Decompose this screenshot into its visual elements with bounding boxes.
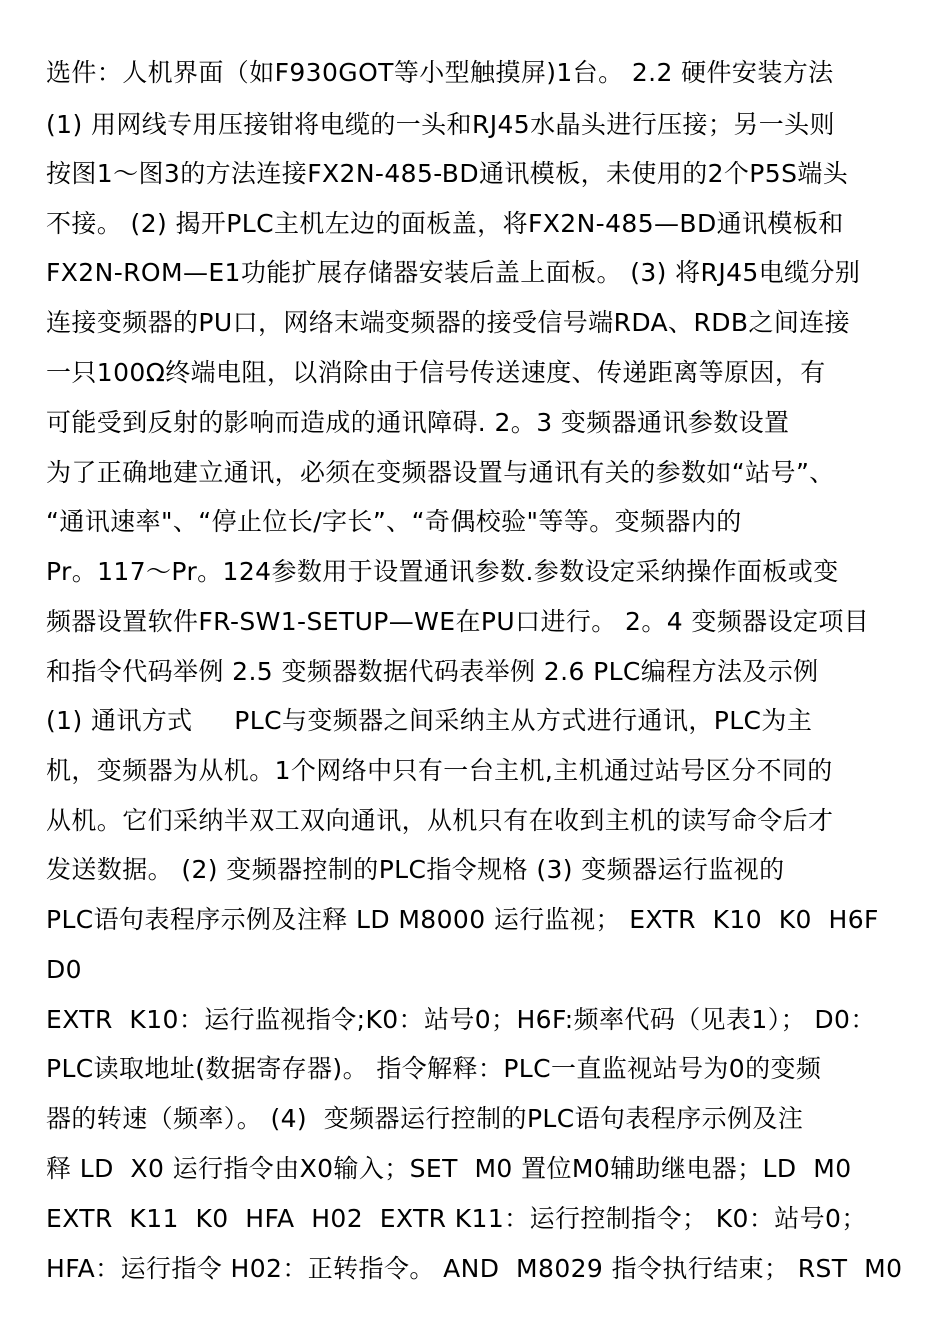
- text-line: EXTR K10：运行监视指令;K0：站号0；H6F:频率代码（见表1）； D0：: [46, 1005, 876, 1034]
- text-line: 为了正确地建立通讯，必须在变频器设置与通讯有关的参数如“站号”、: [46, 458, 835, 487]
- text-line: (1) 通讯方式 PLC与变频器之间采纳主从方式进行通讯，PLC为主: [46, 706, 813, 735]
- text-line: 不接。 (2) 揭开PLC主机左边的面板盖，将FX2N-485—BD通讯模板和: [46, 209, 844, 238]
- text-line: D0: [46, 955, 82, 984]
- text-line: 连接变频器的PU口，网络末端变频器的接受信号端RDA、RDB之间连接: [46, 308, 851, 337]
- text-line: “通讯速率"、“停止位长/字长”、“奇偶校验"等等。变频器内的: [46, 507, 742, 536]
- text-line: 一只100Ω终端电阻，以消除由于信号传送速度、传递距离等原因，有: [46, 358, 826, 387]
- text-line: (1) 用网线专用压接钳将电缆的一头和RJ45水晶头进行压接；另一头则: [46, 110, 835, 139]
- text-line: 发送数据。 (2) 变频器控制的PLC指令规格 (3) 变频器运行监视的: [46, 855, 785, 884]
- text-line: 选件：人机界面（如F930GOT等小型触摸屏)1台。 2.2 硬件安装方法: [46, 58, 834, 87]
- text-line: 机，变频器为从机。1个网络中只有一台主机,主机通过站号区分不同的: [46, 756, 833, 785]
- text-line: 释 LD X0 运行指令由X0输入；SET M0 置位M0辅助继电器；LD M0: [46, 1154, 852, 1183]
- text-line: HFA：运行指令 H02：正转指令。 AND M8029 指令执行结束； RST M0: [46, 1254, 903, 1283]
- text-line: EXTR K11 K0 HFA H02 EXTR K11：运行控制指令； K0：站号0；: [46, 1204, 867, 1233]
- text-line: 和指令代码举例 2.5 变频器数据代码表举例 2.6 PLC编程方法及示例: [46, 657, 819, 686]
- text-line: PLC读取地址(数据寄存器)。 指令解释：PLC一直监视站号为0的变频: [46, 1054, 822, 1083]
- text-line: PLC语句表程序示例及注释 LD M8000 运行监视； EXTR K10 K0 H6F: [46, 905, 879, 934]
- text-line: FX2N-ROM—E1功能扩展存储器安装后盖上面板。 (3) 将RJ45电缆分别: [46, 258, 861, 287]
- text-line: 器的转速（频率）。 (4) 变频器运行控制的PLC语句表程序示例及注: [46, 1104, 804, 1133]
- text-line: 可能受到反射的影响而造成的通讯障碍. 2。3 变频器通讯参数设置: [46, 408, 790, 437]
- text-line: 按图1～图3的方法连接FX2N-485-BD通讯模板，未使用的2个P5S端头: [46, 159, 849, 188]
- text-line: Pr。117～Pr。124参数用于设置通讯参数.参数设定采纳操作面板或变: [46, 557, 839, 586]
- text-line: 频器设置软件FR-SW1-SETUP—WE在PU口进行。 2。4 变频器设定项目: [46, 607, 870, 636]
- text-line: 从机。它们采纳半双工双向通讯，从机只有在收到主机的读写命令后才: [46, 806, 834, 835]
